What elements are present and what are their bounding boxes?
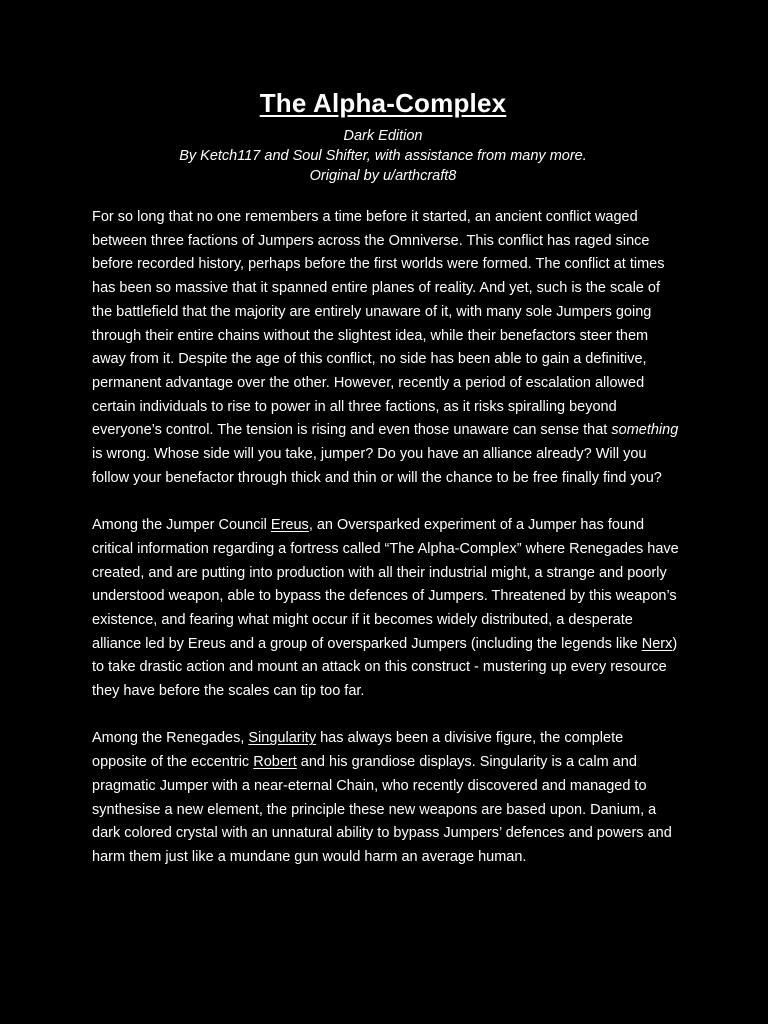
link-robert[interactable]: Robert xyxy=(253,754,297,771)
link-ereus[interactable]: Ereus xyxy=(270,517,309,534)
paragraph-text: is wrong. Whose side will you take, jumper? Do you have an alliance already? Will you follow your benefactor through thick and thin or will the chance to be free finally find you? xyxy=(92,446,662,486)
emphasized-word: something xyxy=(611,422,679,439)
link-nerx[interactable]: Nerx xyxy=(641,635,673,652)
edition-label: Dark Edition xyxy=(343,128,423,144)
paragraph-text: ) to take drastic action and mount an attack on this construct - mustering up every resource they have before the scales can tip too far. xyxy=(92,635,678,700)
paragraph-text: and his grandiose displays. Singularity is a calm and pragmatic Jumper with a near-eternal Chain, who recently discovered and managed to synthesise a new element, the principle these new weapons are based upon. Danium, a dark colored crystal with an unnatural ability to bypass Jumpers’ defences and powers and harm them just like a mundane gun would harm an average human. xyxy=(92,754,672,865)
paragraph-text: For so long that no one remembers a time before it started, an ancient conflict waged between three factions of Jumpers across the Omniverse. This conflict has raged since before recorded history, perhaps before the first worlds were formed. The conflict at times has been so massive that it spanned entire planes of reality. And yet, such is the scale of the battlefield that the majority are entirely unaware of it, with many sole Jumpers going through their entire chains without the slightest idea, while their benefactors steer them away from it. Despite the age of this conflict, no side has been able to gain a definitive, permanent advantage over the other. However, recently a period of escalation allowed certain individuals to rise to power in all three factions, as it risks spiralling beyond everyone’s control. The tension is rising and even those unaware can sense that xyxy=(92,209,665,439)
paragraph-intro xyxy=(92,206,682,490)
document-body xyxy=(92,206,682,893)
link-singularity[interactable]: Singularity xyxy=(248,730,317,747)
paragraph-renegades xyxy=(92,727,682,869)
paragraph-text: , an Oversparked experiment of a Jumper has found critical information regarding a fortress called “The Alpha-Complex” where Renegades have created, and are putting into production with all their industrial might, a strange and poorly understood weapon, able to bypass the defences of Jumpers. Threatened by this weapon’s existence, and fearing what might occur if it becomes widely distributed, a desperate alliance led by Ereus and a group of oversparked Jumpers (including the legends like xyxy=(92,517,679,652)
paragraph-text: Among the Jumper Council xyxy=(92,517,271,534)
authors-credit: By Ketch117 and Soul Shifter, with assistance from many more. xyxy=(179,148,587,164)
document-title: The Alpha-Complex xyxy=(259,88,507,118)
original-credit: Original by u/arthcraft8 xyxy=(309,168,457,184)
paragraph-text: has always been a divisive figure, the complete opposite of the eccentric xyxy=(92,730,624,771)
document-byline xyxy=(0,126,766,186)
paragraph-jumper-council xyxy=(92,514,682,704)
paragraph-text: Among the Renegades, xyxy=(92,730,249,747)
